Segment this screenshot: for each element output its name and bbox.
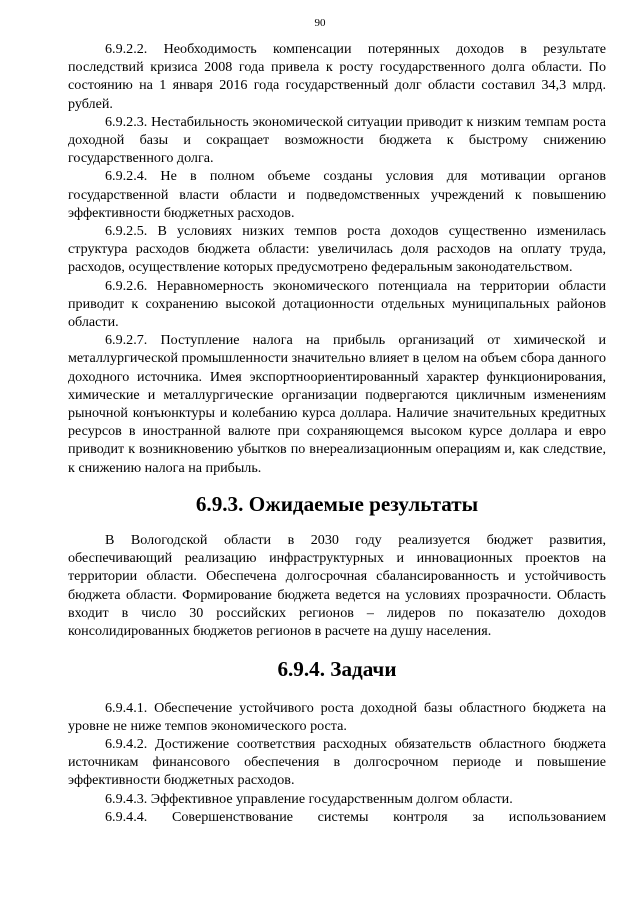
paragraph-6-9-4-1: 6.9.4.1. Обеспечение устойчивого роста доходной базы областного бюджета на уровне не ниже темпов экономического роста. [68,699,606,734]
paragraph-6-9-2-2: 6.9.2.2. Необходимость компенсации потерянных доходов в результате последствий кризиса 2008 года привела к росту государственного долга области. По состоянию на 1 января 2016 года государственный долг области составил 34,3 млрд. рублей. [68,41,606,112]
paragraph-6-9-4-3: 6.9.4.3. Эффективное управление государственным долгом области. [105,790,513,807]
section-heading-tasks: 6.9.4. Задачи [277,657,397,682]
paragraph-6-9-2-7: 6.9.2.7. Поступление налога на прибыль организаций от химической и металлургической промышленности значительно влияет в целом на объем сбора данного доходного источника. Имея экспортноориентированный характер функционирования, химические и металлургические организации подвергаются цикличным изменениям рыночной конъюнктуры и колебанию курса доллара. Наличие значительных кредитных ресурсов в иностранной валюте при сохраняющемся высоком курсе доллара и евро приводит к возникновению убытков по внереализационным операциям и, как следствие, к снижению налога на прибыль. [68,332,606,476]
paragraph-6-9-4-2: 6.9.4.2. Достижение соответствия расходных обязательств областного бюджета источникам финансового обеспечения в долгосрочном периоде и повышение эффективности бюджетных расходов. [68,735,606,789]
paragraph-6-9-2-6: 6.9.2.6. Неравномерность экономического потенциала на территории области приводит к сохранению высокой дотационности отдельных муниципальных районов области. [68,277,606,331]
paragraph-6-9-4-4: 6.9.4.4. Совершенствование системы контроля за использованием [105,808,606,825]
paragraph-expected-results: В Вологодской области в 2030 году реализуется бюджет развития, обеспечивающий реализацию инфраструктурных и инновационных проектов на территории области. Обеспечена долгосрочная сбалансированность и устойчивость бюджета области. Формирование бюджета ведется на условиях прозрачности. Область входит в число 30 российских регионов – лидеров по показателю доходов консолидированных бюджетов регионов в расчете на душу населения. [68,532,606,640]
paragraph-6-9-2-4: 6.9.2.4. Не в полном объеме созданы условия для мотивации органов государственной власти области и подведомственных учреждений к повышению эффективности бюджетных расходов. [68,168,606,221]
paragraph-6-9-2-5: 6.9.2.5. В условиях низких темпов роста доходов существенно изменилась структура расходов бюджета области: увеличилась доля расходов на оплату труда, расходов, осуществление которых предусмотрено федеральным законодательством. [68,223,606,276]
page-number: 90 [314,17,326,29]
paragraph-6-9-2-3: 6.9.2.3. Нестабильность экономической ситуации приводит к низким темпам роста доходной базы и сокращает возможности бюджета к быстрому снижению государственного долга. [68,113,606,167]
page-content [68,40,606,826]
section-heading-expected-results: 6.9.3. Ожидаемые результаты [195,491,479,516]
